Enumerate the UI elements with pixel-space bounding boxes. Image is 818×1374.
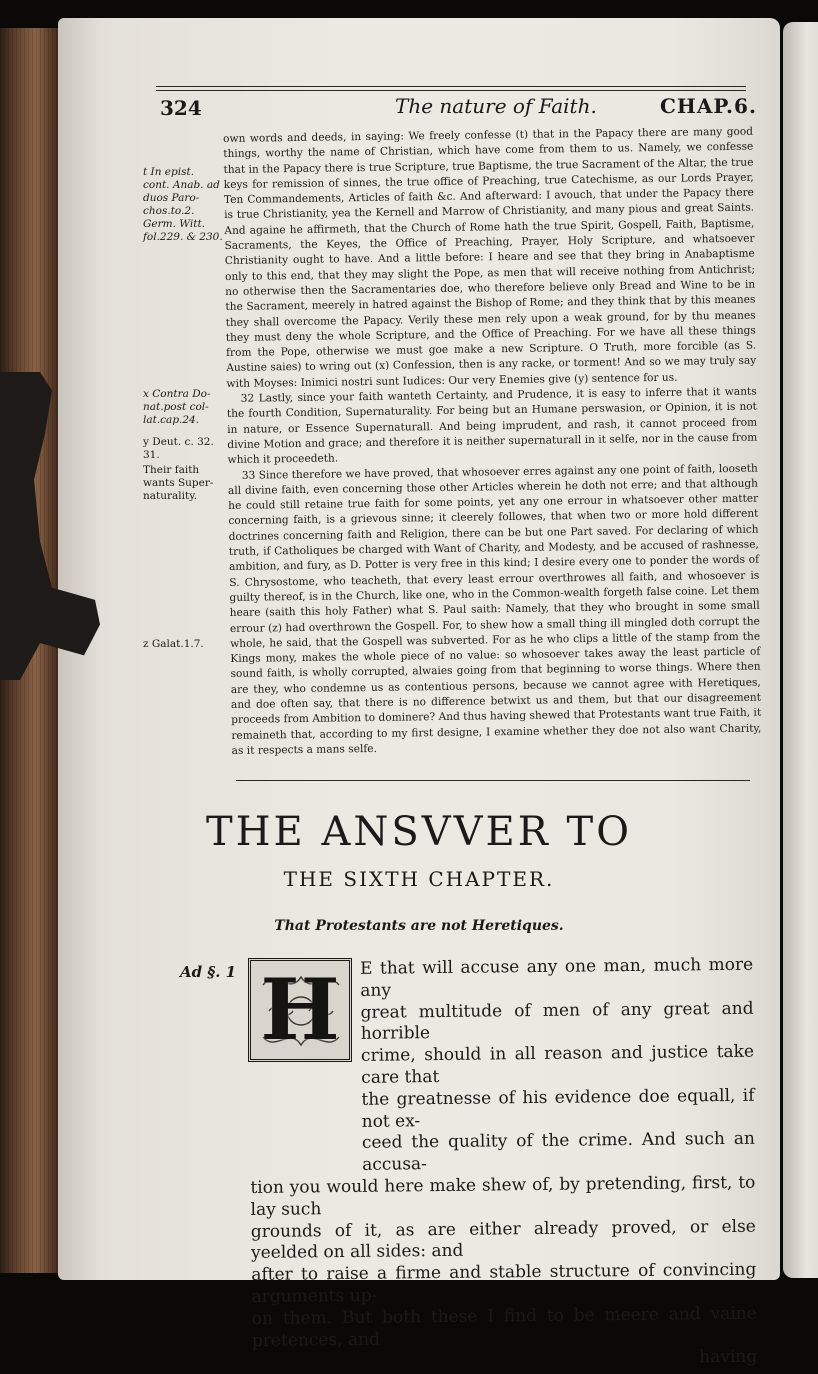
text-line: tion you would here make shew of, by pretending, first, to lay such (250, 1172, 756, 1220)
text-line: crime, should in all reason and justice take care that (360, 1041, 755, 1088)
text-line: E that will accuse any one man, much more any (359, 954, 754, 1001)
section-divider (236, 780, 750, 781)
paragraph: 32 Lastly, since your faith wanteth Certainty, and Prudence, it is easy to inferre that it wants the fourth Condition, Supernaturality. For being but an Humane perswasion, or Opinion, it is not in nature, or Essence Supernaturall. And being imprudent, and rash, it cannot proceed from divine Motion and grace; and therefore it is neither supernaturall in it selfe, nor in the cause from which it proceedeth. (226, 385, 758, 467)
paragraph: 33 Since therefore we have proved, that whosoever erres against any one point of faith, looseth all divine faith, even concerning those other Articles wherein he doth not erre; and that although he could still retaine true faith for some points, yet any one errour in whatsoever other matter concerning faith, is a grievous sinne; it cleerely followes, that when two or more hold different doctrines concerning faith and Religion, there can be but one Part saved. For declaring of which truth, if Catholiques be charged with Want of Charity, and Modesty, and be accused of rashnesse, ambition, and fury, as D. Potter is very free in this kind; I desire every one to ponder the words of S. Chrysostome, who teacheth, that every least errour overthrowes all faith, and whosoever is guilty thereof, is in the Church, like one, who in the Common-wealth forgeth false coine. Let them heare (saith this holy Father) what S. Paul saith: Namely, that they who brought in some small errour (z) had overthrown the Gospell. For, to shew how a small thing ill mingled doth corrupt the whole, he said, that the Gospell was subverted. For as he who clips a little of the stamp from the Kings mony, makes the whole piece of no value: so whosoever takes away the least particle of sound faith, is wholly corrupted, alwaies going from that beginning to worse things. Where then are they, who condemne us as contentious persons, because we cannot agree with Heretiques, and doe often say, that there is no difference betwixt us and them, but that our disagreement proceeds from Ambition to dominere? And thus having shewed that Protestants want true Faith, it remaineth that, according to my first designe, I examine whether they doe not also want Charity, as it respects a mans selfe. (227, 462, 762, 757)
text-line: after to raise a firme and stable structure of convincing arguments up- (251, 1259, 757, 1307)
dropcap-letter: H (260, 960, 340, 1059)
facing-page-edge (783, 22, 818, 1278)
section-title: That Protestants are not Heretiques. (274, 918, 564, 934)
book-page (58, 18, 780, 1368)
text-line: great multitude of men of any great and horrible (360, 998, 754, 1045)
paragraph: own words and deeds, in saying: We freely confesse (t) that in the Papacy there are many good things, worthy the name of Christian, which have come from them to us. Namely, we confesse that in the Papacy there is true Scripture, true Baptisme, the true Sacrament of the Altar, the true keys for remission of sinnes, the true office of Preaching, true Catechisme, as our Lords Prayer, Ten Commandements, Articles of faith &c. And afterward: I avouch, that under the Papacy there is true Christianity, yea the Kernell and Marrow of Christianity, and many pious and great Saints. And againe he affirmeth, that the Church of Rome hath the true Spirit, Gospell, Faith, Baptisme, Sacraments, the Keyes, the Office of Preaching, Prayer, Holy Scripture, and whatsoever Christianity ought to have. And a little before: I heare and see that they bring in Anabaptisme only to this end, that they may slight the Pope, as men that will receive nothing from Antichrist; no otherwise then the Sacramentaries doe, who therefore believe only Bread and Wine to be in the Sacrament, meerely in hatred against the Bishop of Rome; and they think that by this meanes they shall overcome the Papacy. Verily these men rely upon a weak ground, for by thu meanes they must deny the whole Scripture, and the Office of Preaching. For we have all these things from the Pope, otherwise we must goe make a new Scripture. O Truth, more forcible (as S. Austine saies) to wring out (x) Confession, then is any racke, or torment! And so we may truly say with Moyses: Inimici nostri sunt Iudices: Our very Enemies give (y) sentence for us. (223, 125, 757, 390)
header-rule (156, 86, 746, 87)
running-header (58, 92, 780, 124)
answer-subtitle: THE SIXTH CHAPTER. (283, 867, 555, 891)
margin-note: y Deut. c. 32. 31. (143, 436, 214, 461)
text-line: ceed the quality of the crime. And such an accusa- (361, 1129, 756, 1175)
margin-note: Their faith wants Super- naturality. (143, 464, 214, 502)
margin-note: t In epist. cont. Anab. ad duos Paro- chos.to.2. Germ. Witt. fol.229. & 230. (143, 166, 223, 243)
margin-note: z Galat.1.7. (143, 638, 204, 650)
catchword: having (699, 1347, 758, 1368)
answer-title: THE ANSVVER TO (205, 809, 633, 855)
decorated-initial (248, 958, 352, 1062)
running-title: The nature of Faith. (395, 94, 597, 118)
text-line: the greatnesse of his evidence doe equall, if not ex- (361, 1085, 755, 1132)
header-rule-thin (156, 90, 746, 91)
page-number: 324 (160, 96, 202, 120)
section-reference: Ad §. 1 (180, 963, 237, 981)
text-line: on them. But both these I find to be meere and vaine pretences, and (251, 1303, 757, 1351)
margin-note: x Contra Do- nat.post col- lat.cap.24. (143, 388, 211, 426)
chapter-label: CHAP.6. (660, 94, 757, 118)
text-line: grounds of it, as are either already proved, or else yeelded on all sides: and (250, 1216, 756, 1264)
body-text (223, 125, 762, 760)
